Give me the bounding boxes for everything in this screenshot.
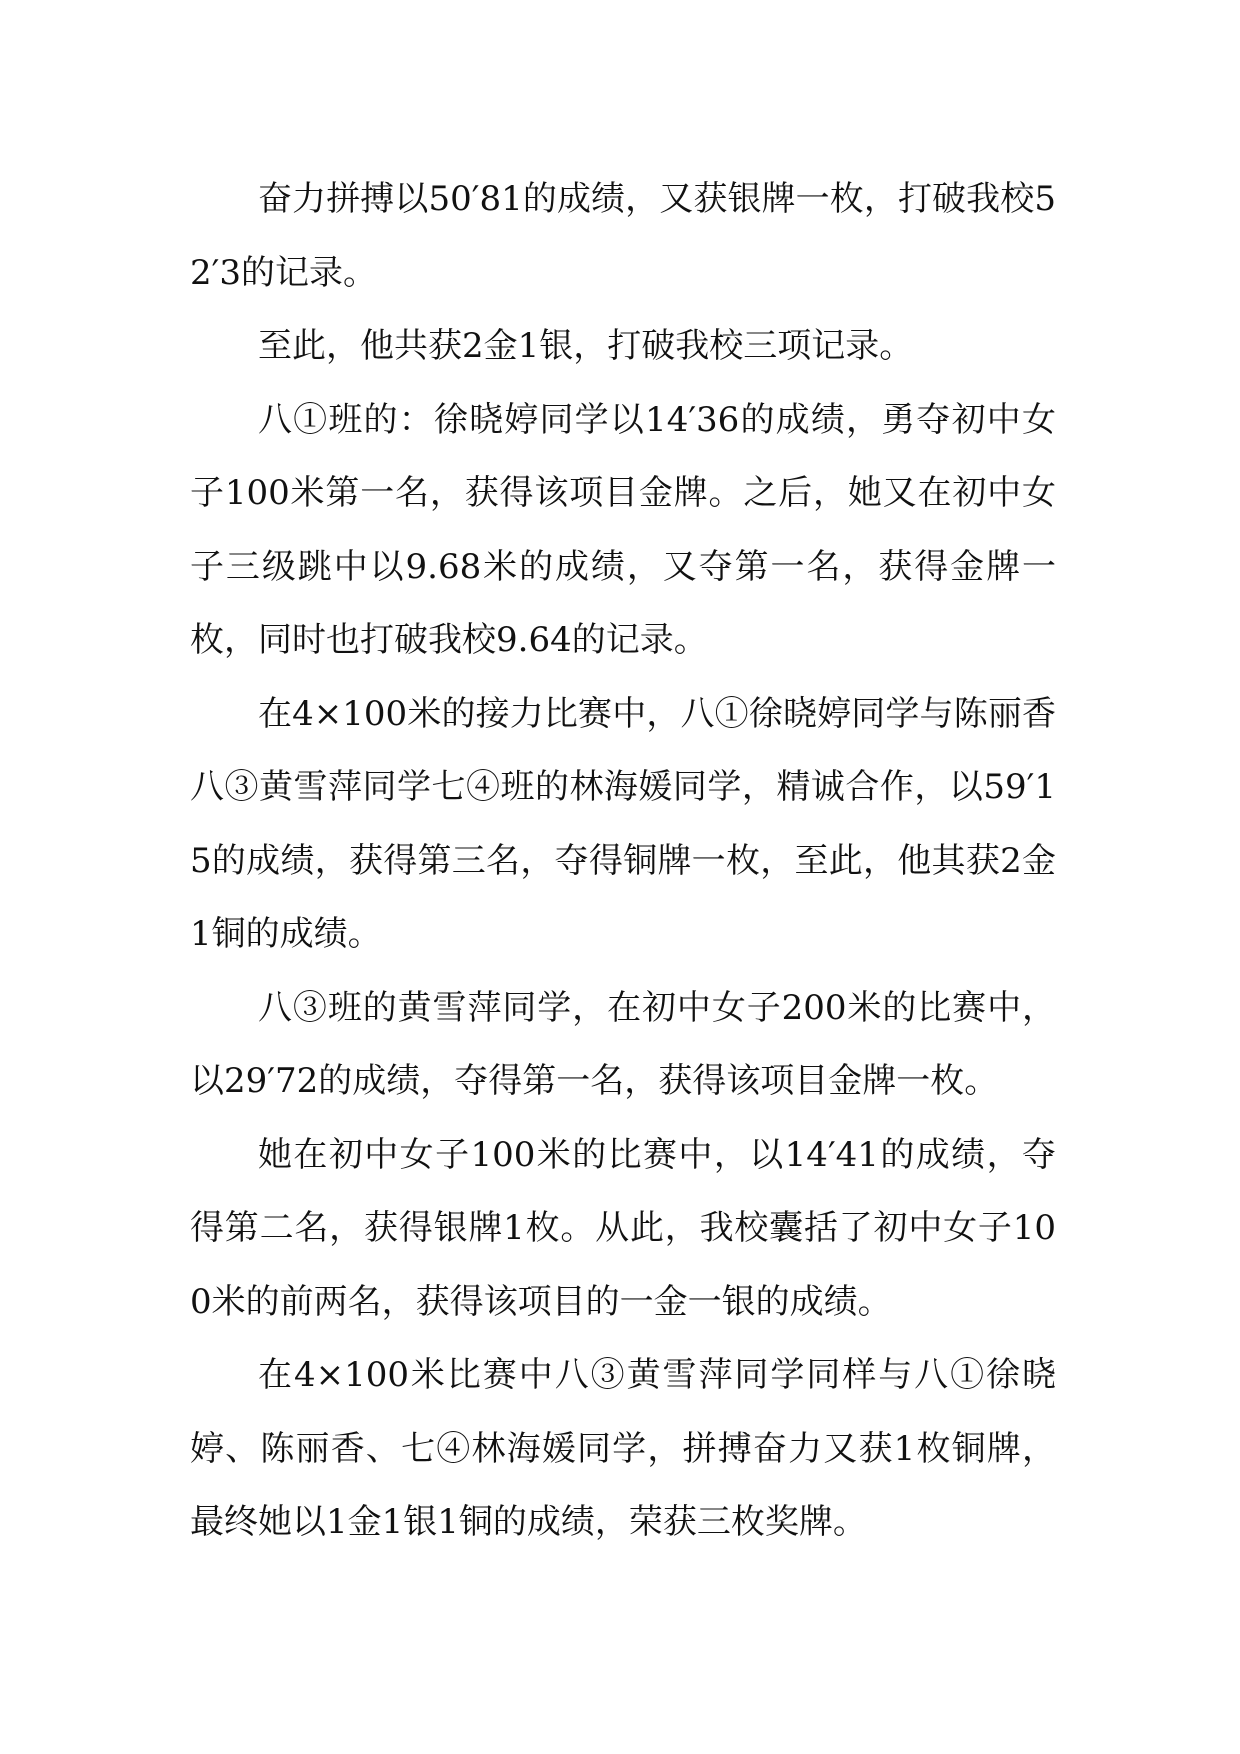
- paragraph-1: 奋力拼搏以50′81的成绩，又获银牌一枚，打破我校52′3的记录。: [190, 179, 1056, 293]
- document-body: [190, 163, 1056, 1560]
- paragraph-3: 八①班的：徐晓婷同学以14′36的成绩，勇夺初中女子100米第一名，获得该项目金牌。之后，她又在初中女子三级跳中以9.68米的成绩，又夺第一名，获得金牌一枚，同时也打破我校9.64的记录。: [190, 399, 1056, 660]
- paragraph-5: 八③班的黄雪萍同学，在初中女子200米的比赛中，以29′72的成绩，夺得第一名，获得该项目金牌一枚。: [190, 987, 1056, 1101]
- paragraph-2: 至此，他共获2金1银，打破我校三项记录。: [258, 326, 914, 366]
- paragraph-7: 在4×100米比赛中八③黄雪萍同学同样与八①徐晓婷、陈丽香、七④林海媛同学，拼搏奋力又获1枚铜牌，最终她以1金1银1铜的成绩，荣获三枚奖牌。: [190, 1355, 1056, 1542]
- paragraph-6: 她在初中女子100米的比赛中，以14′41的成绩，夺得第二名，获得银牌1枚。从此，我校囊括了初中女子100米的前两名，获得该项目的一金一银的成绩。: [190, 1134, 1056, 1322]
- paragraph-4: 在4×100米的接力比赛中，八①徐晓婷同学与陈丽香八③黄雪萍同学七④班的林海媛同学，精诚合作，以59′15的成绩，获得第三名，夺得铜牌一枚，至此，他其获2金1铜的成绩。: [190, 693, 1056, 954]
